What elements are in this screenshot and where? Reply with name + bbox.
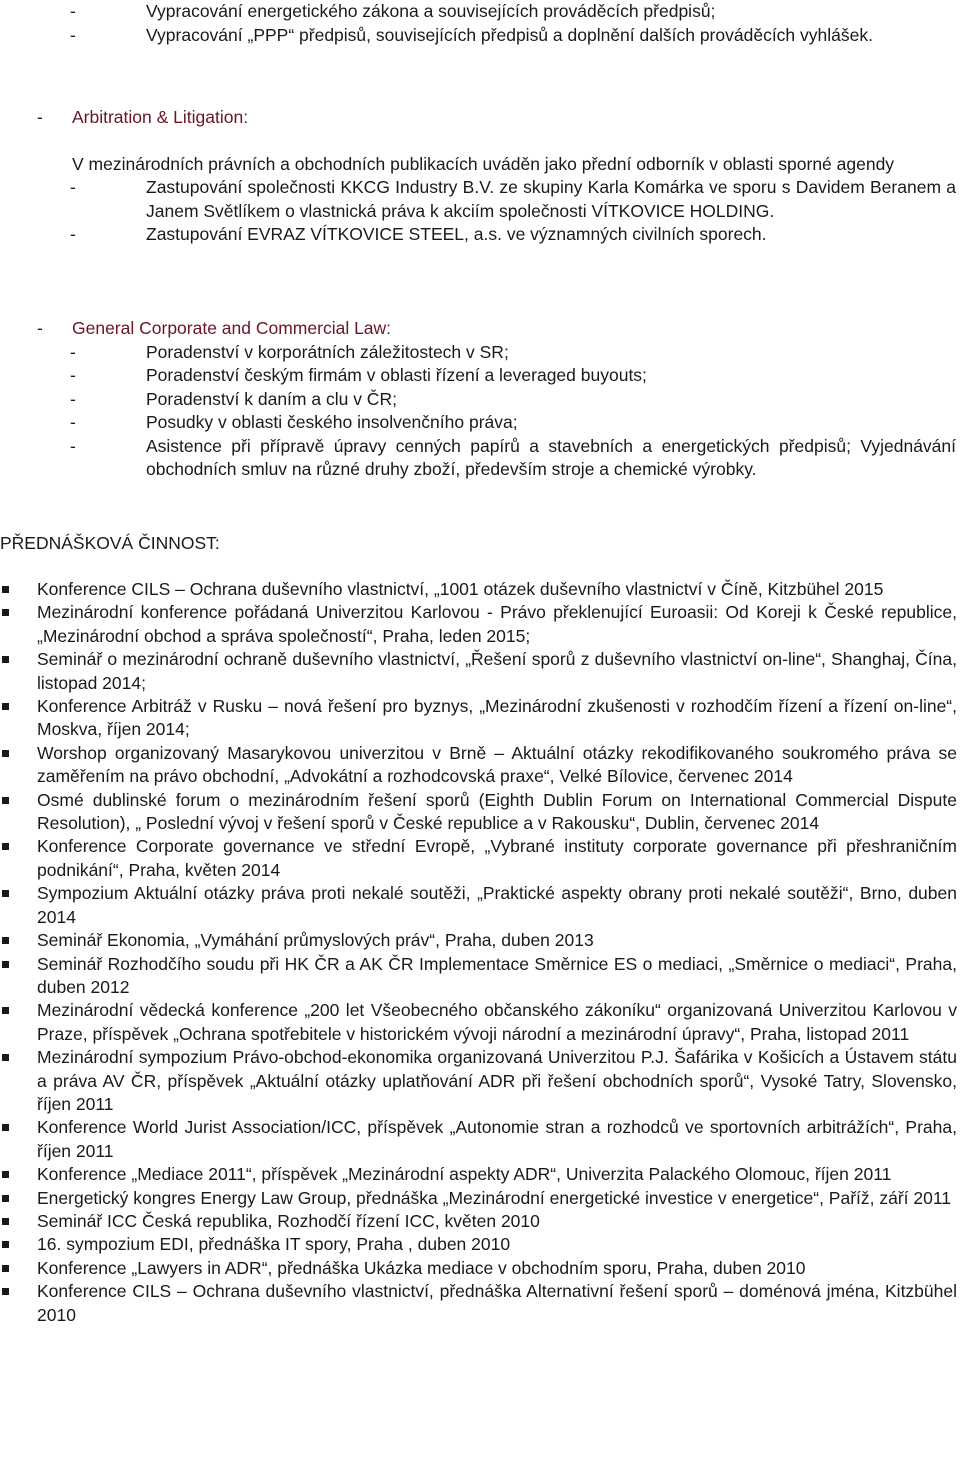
list-item	[0, 364, 960, 388]
list-item-text: Asistence při přípravě úpravy cenných papírů a stavebních a energetických předpisů; Vyjednávání obchodních smluv na různé druhy zboží, především stroje a chemické výrobky.	[146, 435, 956, 479]
square-bullet-icon	[2, 609, 9, 616]
list-item-text: Zastupování EVRAZ VÍTKOVICE STEEL, a.s. ve významných civilních sporech.	[146, 224, 767, 244]
list-item-text: Poradenství k daním a clu v ČR;	[146, 388, 397, 409]
square-bullet-icon	[2, 703, 9, 710]
lecture-item	[0, 999, 960, 1046]
list-item	[0, 24, 960, 48]
lecture-item-text: Mezinárodní sympozium Právo-obchod-ekonomika organizovaná Univerzitou P.J. Šafárika v Košicích a Ústavem státu a práva AV ČR, příspěvek „Aktuální otázky uplatňování ADR při řešení obchodních sporů“, Vysoké Tatry, Slovensko, říjen 2011	[37, 1047, 957, 1114]
lecture-item-text: Energetický kongres Energy Law Group, přednáška „Mezinárodní energetické investice v energetice“, Paříž, září 2011	[37, 1187, 952, 1208]
square-bullet-icon	[2, 750, 9, 757]
lecture-item	[0, 648, 960, 695]
lecture-item	[0, 1116, 960, 1163]
square-bullet-icon	[2, 586, 9, 593]
lecture-item-text: Konference CILS – Ochrana duševního vlastnictví, přednáška Alternativní řešení sporů – doménová jména, Kitzbühel 2010	[37, 1281, 957, 1325]
lecture-item	[0, 1280, 960, 1327]
square-bullet-icon	[2, 1288, 9, 1295]
lecture-item	[0, 1046, 960, 1116]
list-item	[0, 0, 960, 24]
square-bullet-icon	[2, 1007, 9, 1014]
list-item	[0, 341, 960, 365]
square-bullet-icon	[2, 1054, 9, 1061]
lecture-item	[0, 929, 960, 952]
square-bullet-icon	[2, 797, 9, 804]
dash-marker: -	[70, 24, 76, 45]
section-title: Arbitration & Litigation:	[72, 107, 249, 127]
lecture-item-text: Mezinárodní vědecká konference „200 let Všeobecného občanského zákoníku“ organizovaná Univerzitou Karlovou v Praze, příspěvek „Ochrana spotřebitele v historickém vývoji národní a mezinárodní úpravy“, Praha, listopad 2011	[37, 1000, 957, 1044]
lecture-item-text: Seminář Rozhodčího soudu při HK ČR a AK ČR Implementace Směrnice ES o mediaci, „Směrnice o mediaci“, Praha, duben 2012	[37, 953, 957, 997]
lecture-item	[0, 1233, 960, 1256]
lecture-item-text: Konference „Mediace 2011“, příspěvek „Mezinárodní aspekty ADR“, Univerzita Palackého Olomouc, říjen 2011	[37, 1164, 892, 1185]
list-item	[0, 176, 960, 223]
lecture-item	[0, 742, 960, 789]
lecture-item-text: Worshop organizovaný Masarykovou univerzitou v Brně – Aktuální otázky rekodifikovaného soukromého práva se zaměřením na právo obchodní, „Advokátní a rozhodcovská praxe“, Velké Bílovice, červenec 2014	[37, 742, 957, 787]
square-bullet-icon	[2, 1265, 9, 1272]
lecture-item-text: Konference „Lawyers in ADR“, přednáška Ukázka mediace v obchodním sporu, Praha, duben 2010	[37, 1257, 806, 1278]
dash-marker: -	[70, 1, 76, 21]
lecture-item	[0, 835, 960, 882]
list-item-text: Posudky v oblasti českého insolvenčního práva;	[146, 412, 518, 432]
corporate-section	[0, 317, 960, 482]
list-item	[0, 223, 960, 247]
list-item-text: Poradenství v korporátních záležitostech v SR;	[146, 341, 509, 362]
lecture-item	[0, 601, 960, 648]
lecture-item	[0, 882, 960, 929]
dash-marker: -	[70, 365, 76, 385]
lecture-item-text: Konference World Jurist Association/ICC, příspěvek „Autonomie stran a rozhodců ve sportovních arbitrážích“, Praha, říjen 2011	[37, 1117, 957, 1161]
square-bullet-icon	[2, 1171, 9, 1178]
square-bullet-icon	[2, 1195, 9, 1202]
lecture-item	[0, 953, 960, 1000]
lecture-item-text: Konference Corporate governance ve střední Evropě, „Vybrané instituty corporate governance při přeshraničním podnikání“, Praha, květen 2014	[37, 836, 957, 880]
square-bullet-icon	[2, 1124, 9, 1131]
dash-marker: -	[70, 435, 76, 456]
dash-marker: -	[70, 388, 76, 409]
section-intro: V mezinárodních právních a obchodních publikacích uváděn jako přední odborník v oblasti sporné agendy	[72, 153, 895, 174]
lecture-item	[0, 1187, 960, 1210]
list-item-text: Poradenství českým firmám v oblasti řízení a leveraged buyouts;	[146, 365, 647, 385]
section-heading	[0, 317, 960, 341]
lecture-item-text: Mezinárodní konference pořádaná Univerzitou Karlovou - Právo překlenující Euroasii: Od Koreji k České republice, „Mezinárodní obchod a správa společností“, Praha, leden 2015;	[37, 602, 957, 646]
lecture-item-text: Seminář o mezinárodní ochraně duševního vlastnictví, „Řešení sporů z duševního vlastnictví on-line“, Shanghaj, Čína, listopad 2014;	[37, 649, 957, 693]
list-item-text: Vypracování energetického zákona a souvisejících prováděcích předpisů;	[146, 1, 716, 21]
section-heading	[0, 106, 960, 130]
arbitration-section	[0, 106, 960, 247]
square-bullet-icon	[2, 961, 9, 968]
dash-marker: -	[37, 318, 43, 338]
lecture-item	[0, 578, 960, 601]
lecture-item	[0, 695, 960, 742]
square-bullet-icon	[2, 1241, 9, 1248]
dash-marker: -	[70, 412, 76, 432]
list-item-text: Vypracování „PPP“ předpisů, souvisejících předpisů a doplnění dalších prováděcích vyhlášek.	[146, 24, 873, 45]
square-bullet-icon	[2, 937, 9, 944]
lectures-heading: PŘEDNÁŠKOVÁ ČINNOST:	[0, 533, 220, 553]
lecture-item-text: Konference Arbitráž v Rusku – nová řešení pro byznys, „Mezinárodní zkušenosti v rozhodčím řízení a řízení on-line“, Moskva, říjen 2014;	[37, 696, 957, 740]
lecture-item	[0, 1163, 960, 1186]
list-item	[0, 411, 960, 435]
lecture-item	[0, 789, 960, 836]
dash-marker: -	[70, 177, 76, 197]
lecture-item-text: Seminář Ekonomia, „Vymáhání průmyslových práv“, Praha, duben 2013	[37, 930, 594, 951]
lecture-item	[0, 1257, 960, 1280]
list-item-text: Zastupování společnosti KKCG Industry B.V. ze skupiny Karla Komárka ve sporu s Davidem Beranem a Janem Světlíkem o vlastnická práva k akciím společnosti VÍTKOVICE HOLDING.	[146, 177, 956, 221]
list-item	[0, 388, 960, 412]
lecture-item-text: Sympozium Aktuální otázky práva proti nekalé soutěži, „Praktické aspekty obrany proti nekalé soutěži“, Brno, duben 2014	[37, 883, 957, 927]
dash-marker: -	[70, 224, 76, 244]
square-bullet-icon	[2, 1218, 9, 1225]
section-title: General Corporate and Commercial Law:	[72, 318, 392, 338]
list-item	[0, 435, 960, 482]
lecture-item-text: Seminář ICC Česká republika, Rozhodčí řízení ICC, květen 2010	[37, 1210, 540, 1231]
square-bullet-icon	[2, 843, 9, 850]
lecture-item-text: 16. sympozium EDI, přednáška IT spory, Praha , duben 2010	[37, 1234, 511, 1255]
lectures-list	[0, 578, 960, 1327]
dash-marker: -	[70, 341, 76, 362]
lecture-item	[0, 1210, 960, 1233]
square-bullet-icon	[2, 656, 9, 663]
square-bullet-icon	[2, 890, 9, 897]
lecture-item-text: Konference CILS – Ochrana duševního vlastnictví, „1001 otázek duševního vlastnictví v Číně, Kitzbühel 2015	[37, 579, 884, 599]
lecture-item-text: Osmé dublinské forum o mezinárodním řešení sporů (Eighth Dublin Forum on International Commercial Dispute Resolution), „ Poslední vývoj v řešení sporů v České republice a v Rakousku“, Dublin, červenec 2014	[37, 789, 957, 834]
dash-marker: -	[37, 107, 43, 127]
top-list	[0, 0, 960, 47]
